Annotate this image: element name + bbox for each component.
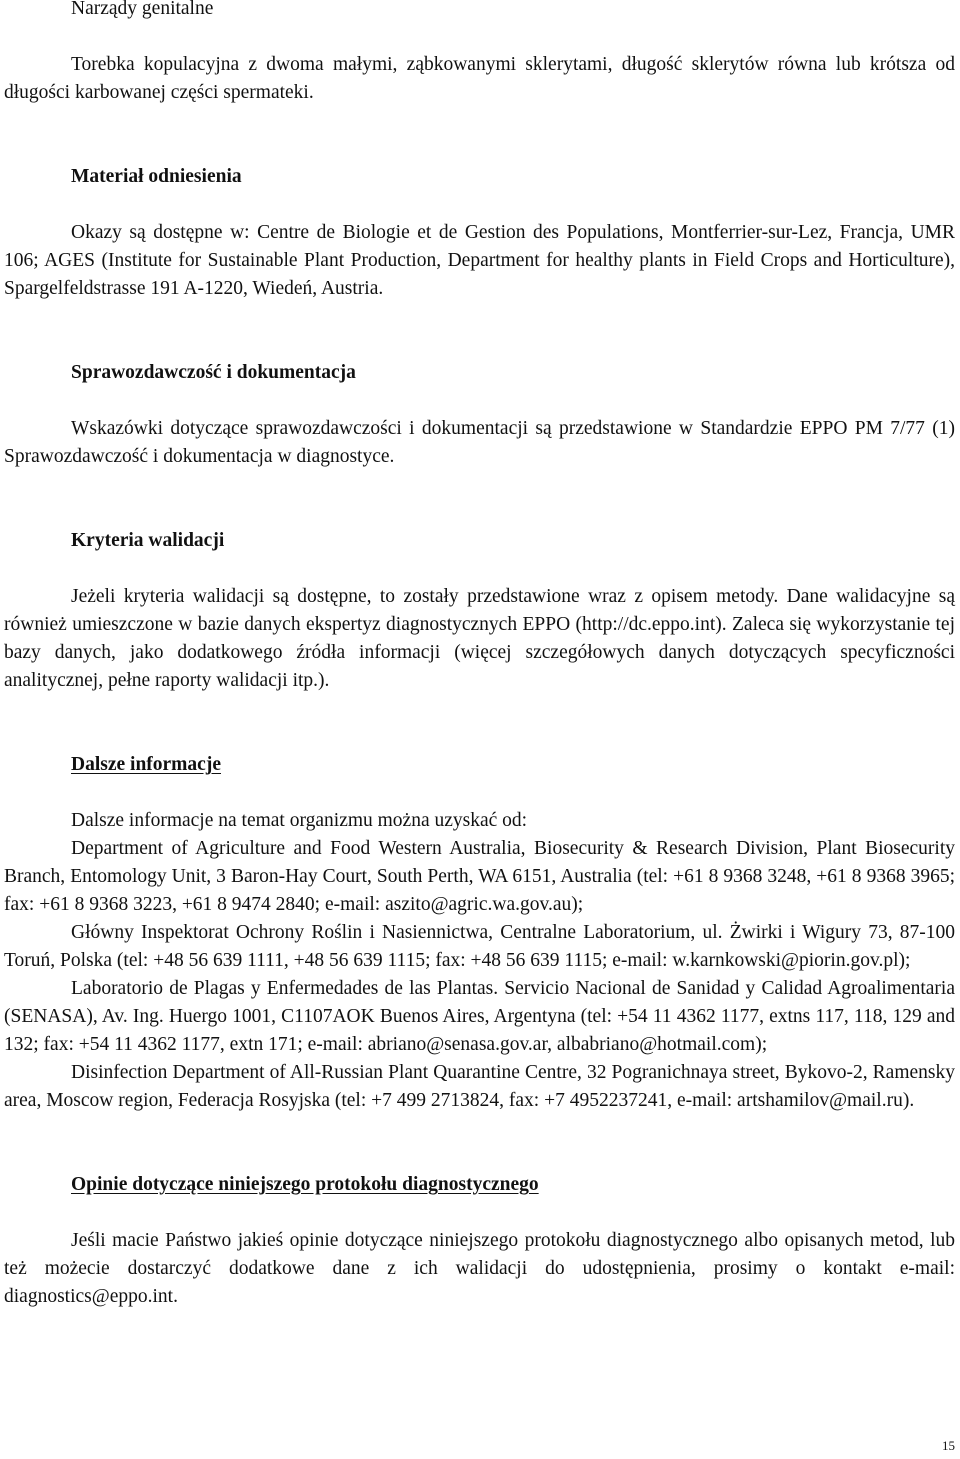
document-page	[4, 0, 955, 1311]
section-feedback-heading: Opinie dotyczące niniejszego protokołu diagnostycznego	[71, 1174, 539, 1195]
section-further-heading: Dalsze informacje	[71, 754, 221, 775]
section-genital-heading: Narządy genitalne	[71, 0, 214, 19]
section-validation-heading: Kryteria walidacji	[71, 530, 225, 551]
section-reference-heading: Materiał odniesienia	[71, 166, 242, 187]
section-reporting-heading: Sprawozdawczość i dokumentacja	[71, 362, 356, 383]
section-feedback-text: Jeśli macie Państwo jakieś opinie dotyczące niniejszego protokołu diagnostycznego albo opisanych metod, lub też możecie dostarczyć dodatkowe dane z ich walidacji do udostępnienia, prosimy o kontakt e-mail: diagnostics@eppo.int.	[4, 1230, 955, 1307]
section-reporting-text: Wskazówki dotyczące sprawozdawczości i dokumentacji są przedstawione w Standardzie EPPO PM 7/77 (1) Sprawozdawczość i dokumentacja w diagnostyce.	[4, 418, 955, 467]
contact-entry-3: Laboratorio de Plagas y Enfermedades de las Plantas. Servicio Nacional de Sanidad y Calidad Agroalimentaria (SENASA), Av. Ing. Huergo 1001, C1107AOK Buenos Aires, Argentyna (tel: +54 11 4362 1177, extns 117, 118, 129 and 132; fax: +54 11 4362 1177, extn 171; e-mail: abriano@senasa.gov.ar, albabriano@hotmail.com);	[4, 978, 955, 1055]
contact-entry-1: Department of Agriculture and Food Western Australia, Biosecurity & Research Division, Plant Biosecurity Branch, Entomology Unit, 3 Baron-Hay Court, South Perth, WA 6151, Australia (tel: +61 8 9368 3248, +61 8 9368 3965; fax: +61 8 9368 3223, +61 8 9474 2840; e-mail: aszito@agric.wa.gov.au);	[4, 838, 955, 915]
section-validation-text: Jeżeli kryteria walidacji są dostępne, to zostały przedstawione wraz z opisem metody. Dane walidacyjne są również umieszczone w bazie danych ekspertyz diagnostycznych EPPO (http://dc.eppo.int). Zaleca się wykorzystanie tej bazy danych, jako dodatkowego źródła informacji (więcej szczegółowych danych dotyczących specyficzności analitycznej, pełne raporty walidacji itp.).	[4, 586, 955, 691]
section-further-intro: Dalsze informacje na temat organizmu można uzyskać od:	[71, 810, 528, 831]
section-genital-text: Torebka kopulacyjna z dwoma małymi, ząbkowanymi sklerytami, długość sklerytów równa lub krótsza od długości karbowanej części spermateki.	[4, 54, 955, 103]
page-number: 15	[942, 1438, 955, 1453]
contact-entry-2: Główny Inspektorat Ochrony Roślin i Nasiennictwa, Centralne Laboratorium, ul. Żwirki i Wigury 73, 87-100 Toruń, Polska (tel: +48 56 639 1111, +48 56 639 1115; fax: +48 56 639 1115; e-mail: w.karnkowski@piorin.gov.pl);	[4, 922, 955, 971]
section-reference-text: Okazy są dostępne w: Centre de Biologie et de Gestion des Populations, Montferrier-sur-Lez, Francja, UMR 106; AGES (Institute for Sustainable Plant Production, Department for healthy plants in Field Crops and Horticulture), Spargelfeldstrasse 191 A-1220, Wiedeń, Austria.	[4, 222, 955, 299]
contact-entry-4: Disinfection Department of All-Russian Plant Quarantine Centre, 32 Pogranichnaya street, Bykovo-2, Ramensky area, Moscow region, Federacja Rosyjska (tel: +7 499 2713824, fax: +7 4952237241, e-mail: artshamilov@mail.ru).	[4, 1062, 955, 1111]
